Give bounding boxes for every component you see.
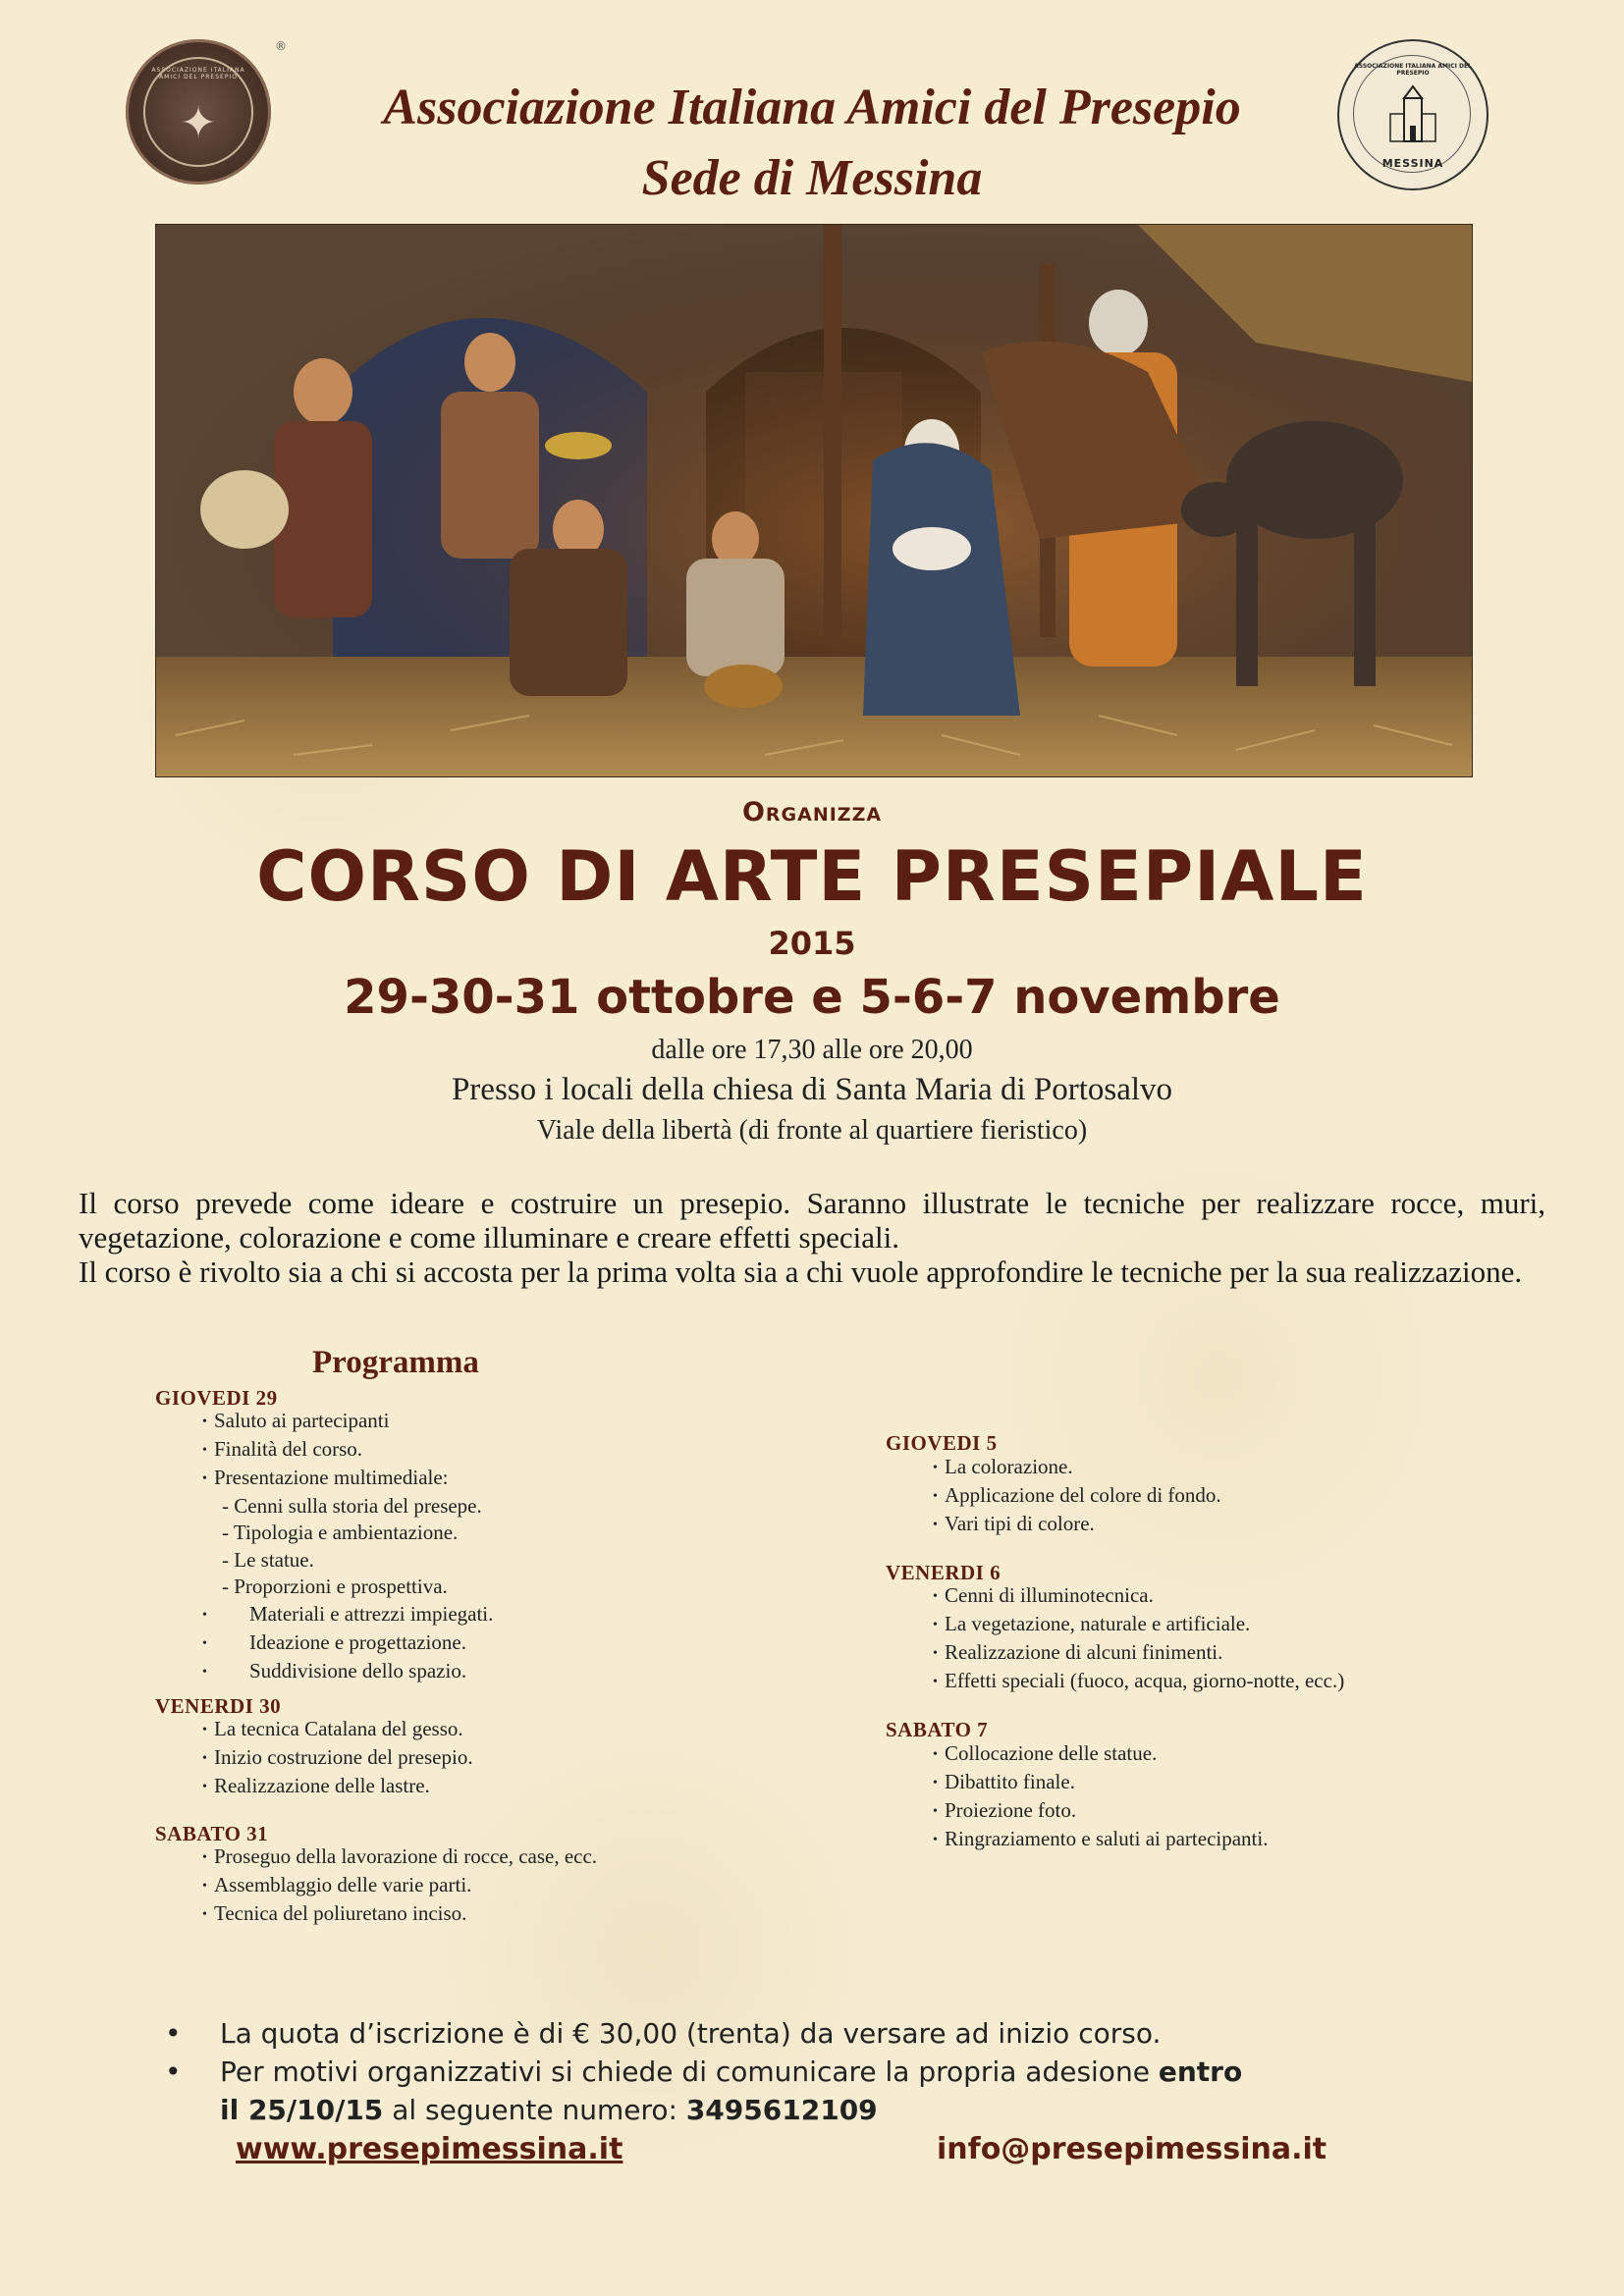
list-item: • Ringraziamento e saluti ai partecipanti. — [933, 1826, 1268, 1854]
giovedi-29-items — [202, 1408, 493, 1686]
sabato-7-items — [933, 1740, 1268, 1854]
organizza-label: Organizza — [741, 797, 883, 828]
bullet-icon: • — [202, 1879, 207, 1895]
list-item: • Realizzazione di alcuni finimenti. — [933, 1639, 1344, 1668]
bullet-icon: • — [202, 1443, 207, 1459]
description-paragraph-2: Il corso è rivolto sia a chi si accosta per la prima volta sia a chi vuole approfondire le tecniche per la sua realizzazione. — [79, 1255, 1523, 1289]
list-item: • Proseguo della lavorazione di rocce, case, ecc. — [202, 1843, 597, 1872]
bullet-icon: • — [202, 1723, 207, 1738]
list-item: • La tecnica Catalana del gesso. — [202, 1716, 473, 1744]
registration-info — [165, 2014, 1242, 2129]
bullet-icon: • — [202, 1636, 207, 1652]
nativity-photo — [155, 224, 1473, 777]
course-year: 2015 — [768, 925, 856, 962]
venerdi-6-items — [933, 1582, 1344, 1696]
list-item: • Materiali e attrezzi impiegati. — [202, 1601, 493, 1629]
course-venue: Presso i locali della chiesa di Santa Maria di Portosalvo — [451, 1072, 1173, 1107]
list-item: • Suddivisione dello spazio. — [202, 1658, 493, 1686]
list-item: • Collocazione delle statue. — [933, 1740, 1268, 1769]
list-item: • Finalità del corso. — [202, 1436, 493, 1465]
day-sabato-31: SABATO 31 — [155, 1822, 269, 1845]
day-giovedi-5: GIOVEDI 5 — [886, 1431, 998, 1455]
bullet-icon: • — [933, 1747, 938, 1763]
list-item: - Tipologia e ambientazione. — [222, 1521, 459, 1545]
bullet-icon: • — [202, 1751, 207, 1767]
course-hours: dalle ore 17,30 alle ore 20,00 — [651, 1035, 973, 1065]
bullet-icon: • — [202, 1665, 207, 1681]
venerdi-30-items — [202, 1716, 473, 1801]
list-item: • Dibattito finale. — [933, 1769, 1268, 1797]
list-item: • Cenni di illuminotecnica. — [933, 1582, 1344, 1611]
programme-title: Programma — [312, 1345, 479, 1380]
bullet-icon: • — [202, 1780, 207, 1795]
adesione-deadline: il 25/10/15 — [220, 2094, 384, 2126]
bullet-icon: • — [933, 1518, 938, 1533]
association-subtitle: Sede di Messina — [641, 150, 983, 206]
bullet-icon: • — [933, 1675, 938, 1690]
logo-left-ring-text: ASSOCIAZIONE ITALIANA AMICI DEL PRESEPIO — [151, 67, 245, 80]
day-venerdi-30: VENERDI 30 — [155, 1694, 282, 1718]
email-link[interactable]: info@presepimessina.it — [937, 2132, 1327, 2166]
website-link[interactable]: www.presepimessina.it — [236, 2132, 623, 2166]
bullet-icon: • — [933, 1589, 938, 1605]
bullet-icon: • — [202, 1850, 207, 1866]
fee-row — [165, 2014, 1242, 2053]
course-description — [79, 1186, 1545, 1289]
list-item: - Proporzioni e prospettiva. — [222, 1575, 448, 1599]
registered-mark: ® — [275, 39, 287, 53]
bullet-icon: • — [202, 1471, 207, 1487]
logo-city: MESSINA — [1381, 157, 1444, 170]
giovedi-5-items — [933, 1454, 1221, 1539]
bullet-icon: • — [202, 1415, 207, 1430]
list-item: • Effetti speciali (fuoco, acqua, giorno-notte, ecc.) — [933, 1668, 1344, 1696]
day-giovedi-29: GIOVEDI 29 — [155, 1386, 278, 1410]
course-address: Viale della libertà (di fronte al quartiere fieristico) — [536, 1115, 1088, 1146]
bullet-icon: • — [933, 1776, 938, 1791]
bullet-icon: • — [933, 1489, 938, 1505]
list-item: • Proiezione foto. — [933, 1797, 1268, 1826]
bullet-icon: • — [933, 1461, 938, 1476]
list-item: • Tecnica del poliuretano inciso. — [202, 1900, 597, 1929]
bullet-icon: • — [165, 2017, 182, 2050]
list-item: - Cenni sulla storia del presepe. — [222, 1493, 482, 1518]
list-item: • Assemblaggio delle varie parti. — [202, 1872, 597, 1900]
fee-text: La quota d’iscrizione è di € 30,00 (trenta) da versare ad inizio corso. — [220, 2017, 1162, 2050]
list-item: • La vegetazione, naturale e artificiale. — [933, 1611, 1344, 1639]
list-item: • Realizzazione delle lastre. — [202, 1773, 473, 1801]
adesione-row — [165, 2053, 1242, 2129]
adesione-text: Per motivi organizzativi si chiede di comunicare la propria adesione — [220, 2056, 1150, 2088]
list-item: • Vari tipi di colore. — [933, 1511, 1221, 1539]
bullet-icon: • — [202, 1907, 207, 1923]
list-item: • La colorazione. — [933, 1454, 1221, 1482]
adesione-number-label: al seguente numero: — [392, 2094, 677, 2126]
course-title: CORSO DI ARTE PRESEPIALE — [256, 836, 1368, 917]
bullet-icon: • — [933, 1618, 938, 1633]
adesione-entro: entro — [1158, 2056, 1243, 2088]
list-item: • Applicazione del colore di fondo. — [933, 1482, 1221, 1511]
bullet-icon: • — [933, 1646, 938, 1662]
bullet-icon: • — [933, 1804, 938, 1820]
list-item: • Presentazione multimediale: — [202, 1465, 493, 1493]
star-icon: ✦ — [180, 99, 217, 147]
bullet-icon: • — [165, 2056, 182, 2088]
phone-number: 3495612109 — [685, 2094, 878, 2126]
logo-right-ring-text: ASSOCIAZIONE ITALIANA AMICI DEL PRESEPIO — [1354, 63, 1472, 77]
list-item: • Ideazione e progettazione. — [202, 1629, 493, 1658]
day-sabato-7: SABATO 7 — [886, 1718, 989, 1741]
list-item: • Inizio costruzione del presepio. — [202, 1744, 473, 1773]
bullet-icon: • — [202, 1608, 207, 1624]
nativity-scene-illustration — [156, 225, 1472, 776]
list-item: • Saluto ai partecipanti — [202, 1408, 493, 1436]
course-dates: 29-30-31 ottobre e 5-6-7 novembre — [344, 970, 1280, 1025]
sabato-31-items — [202, 1843, 597, 1929]
association-title: Associazione Italiana Amici del Presepio — [383, 80, 1241, 135]
day-venerdi-6: VENERDI 6 — [886, 1561, 1001, 1584]
bullet-icon: • — [933, 1833, 938, 1848]
description-paragraph-1: Il corso prevede come ideare e costruire un presepio. Saranno illustrate le tecniche per realizzare rocce, muri, vegetazione, colorazione e come illuminare e creare effetti speciali. — [79, 1186, 1545, 1255]
list-item: - Le statue. — [222, 1547, 314, 1572]
